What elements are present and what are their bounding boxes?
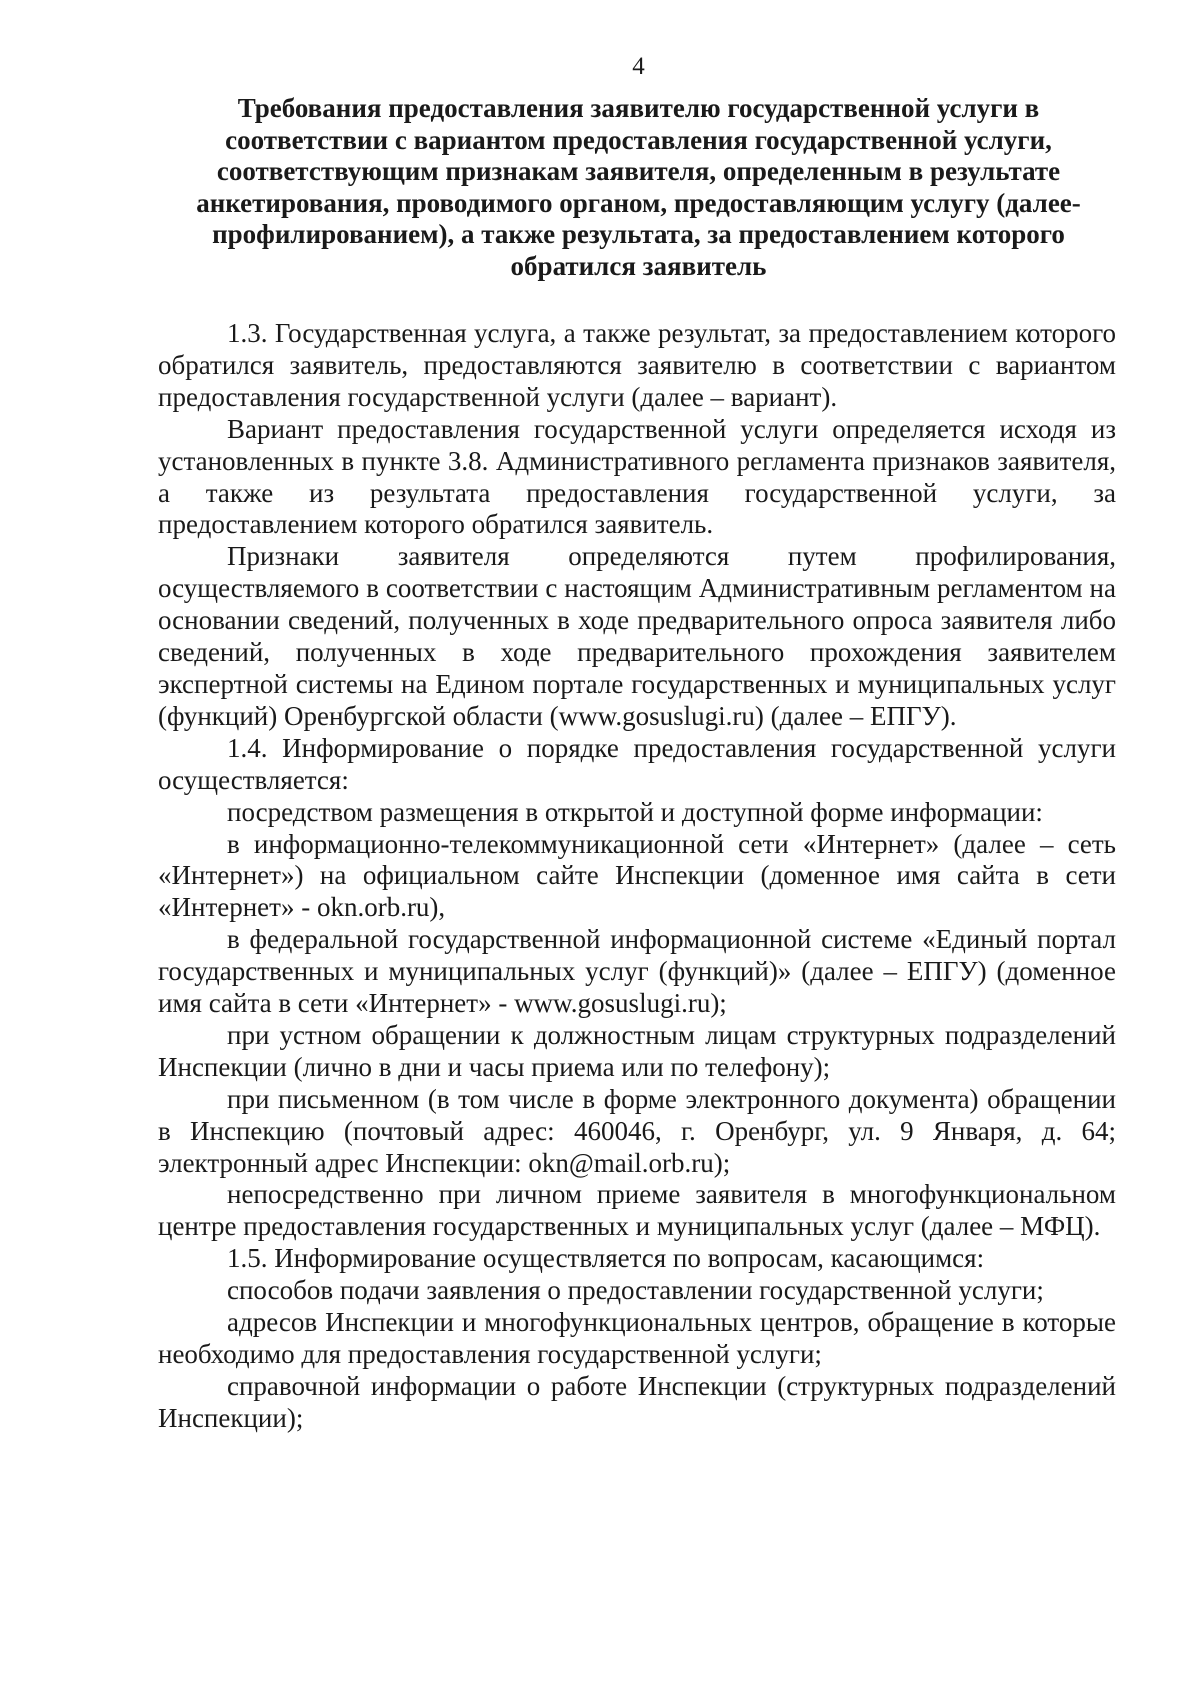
section-heading: Требования предоставления заявителю государственной услуги в соответствии с вариантом предоставления государственной услуги, соответствующим признакам заявителя, определенным в результате анкетирования, проводимого органом, предоставляющим услугу (далее-профилированием), а также результата, за предоставлением которого обратился заявитель xyxy=(196,93,1081,281)
document-body xyxy=(158,318,1116,1435)
paragraph-internet: в информационно-телекоммуникационной сети «Интернет» (далее – сеть «Интернет») на официальном сайте Инспекции (доменное имя сайта в сети «Интернет» - okn.orb.ru), xyxy=(158,828,1116,923)
paragraph-federal-system: в федеральной государственной информационной системе «Единый портал государственных и муниципальных услуг (функций)» (далее – ЕПГУ) (доменное имя сайта в сети «Интернет» - www.gosuslugi.ru); xyxy=(158,924,1116,1019)
paragraph-mfc: непосредственно при личном приеме заявителя в многофункциональном центре предоставления государственных и муниципальных услуг (далее – МФЦ). xyxy=(158,1179,1116,1242)
paragraph-reference-info: справочной информации о работе Инспекции (структурных подразделений Инспекции); xyxy=(158,1370,1116,1433)
paragraph-addresses: адресов Инспекции и многофункциональных центров, обращение в которые необходимо для предоставления государственной услуги; xyxy=(158,1307,1116,1369)
paragraph-oral-request: при устном обращении к должностным лицам структурных подразделений Инспекции (лично в дни и часы приема или по телефону); xyxy=(158,1019,1116,1082)
paragraph-1-4: 1.4. Информирование о порядке предоставления государственной услуги осуществляется: xyxy=(158,732,1116,795)
paragraph-written-request: при письменном (в том числе в форме электронного документа) обращении в Инспекцию (почтовый адрес: 460046, г. Оренбург, ул. 9 Января, д. 64; электронный адрес Инспекции: okn@mail.orb.ru); xyxy=(158,1083,1116,1178)
page-number: 4 xyxy=(632,53,645,80)
paragraph-variant: Вариант предоставления государственной услуги определяется исходя из установленных в пункте 3.8. Административного регламента признаков заявителя, а также из результата предоставления государственной услуги, за предоставлением которого обратился заявитель. xyxy=(158,413,1116,540)
paragraph-placement: посредством размещения в открытой и доступной форме информации: xyxy=(227,796,1043,827)
paragraph-signs: Признаки заявителя определяются путем профилирования, осуществляемого в соответствии с настоящим Административным регламентом на основании сведений, полученных в ходе предварительного опроса заявителя либо сведений, полученных в ходе предварительного прохождения заявителем экспертной системы на Едином портале государственных и муниципальных услуг (функций) Оренбургской области (www.gosuslugi.ru) (далее – ЕПГУ). xyxy=(158,541,1116,731)
paragraph-1-5: 1.5. Информирование осуществляется по вопросам, касающимся: xyxy=(227,1243,985,1274)
paragraph-submission-methods: способов подачи заявления о предоставлении государственной услуги; xyxy=(227,1275,1044,1306)
paragraph-1-3: 1.3. Государственная услуга, а также результат, за предоставлением которого обратился заявитель, предоставляются заявителю в соответствии с вариантом предоставления государственной услуги (далее – вариант). xyxy=(158,318,1116,412)
